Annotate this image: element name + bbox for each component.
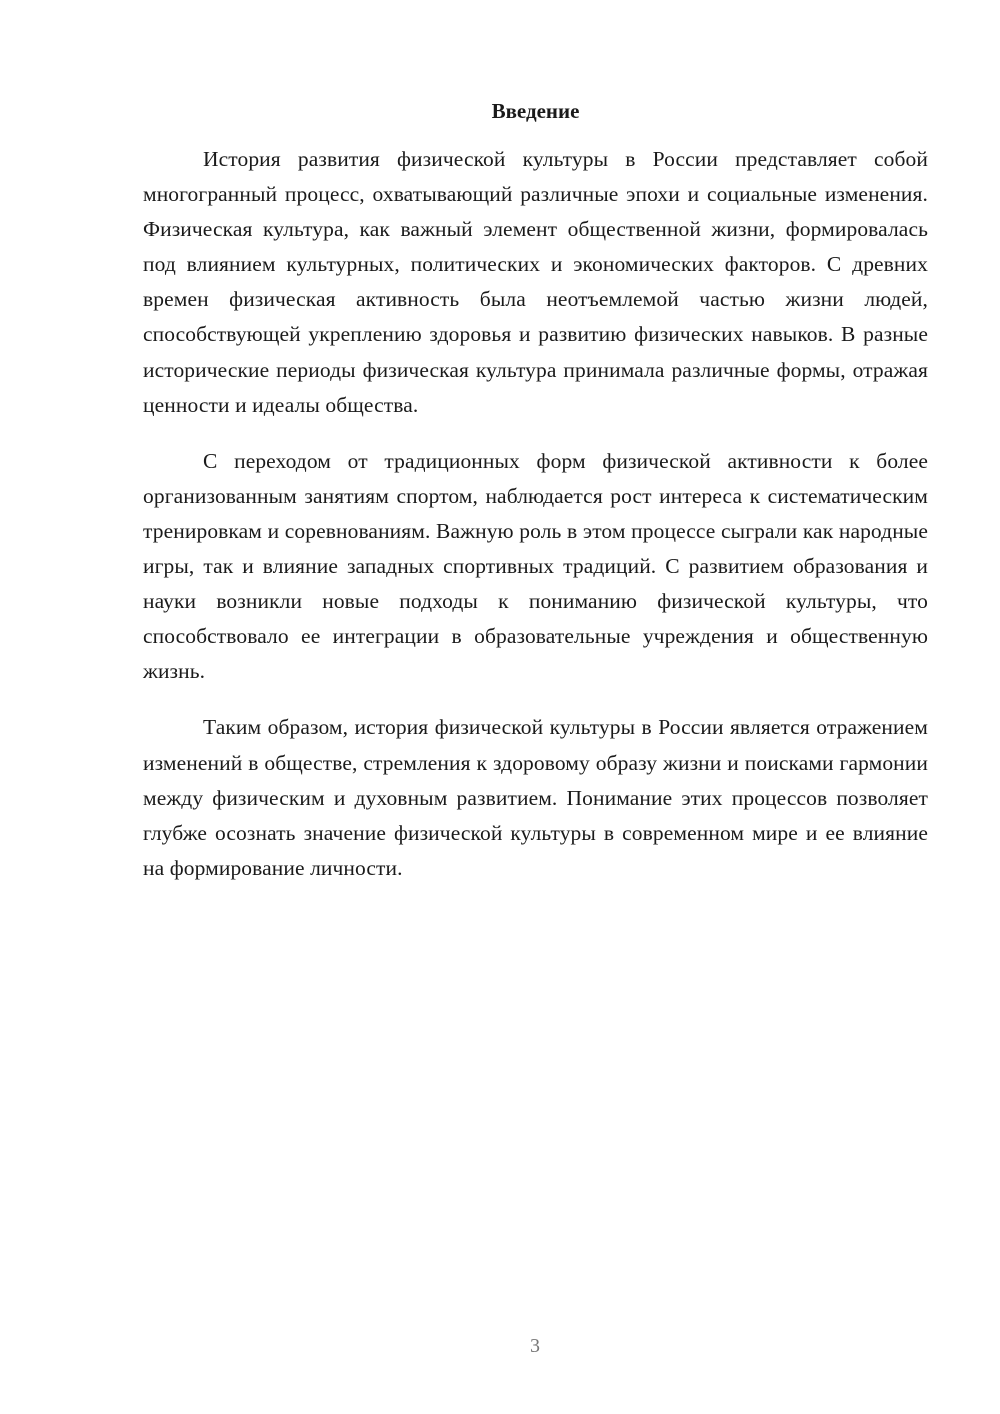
- body-text: [143, 142, 928, 886]
- paragraph-1: История развития физической культуры в России представляет собой многогранный процесс, охватывающий различные эпохи и социальные изменения. Физическая культура, как важный элемент общественной жизни, формировалась под влиянием культурных, политических и экономических факторов. С древних времен физическая активность была неотъемлемой частью жизни людей, способствующей укреплению здоровья и развитию физических навыков. В разные исторические периоды физическая культура принимала различные формы, отражая ценности и идеалы общества.: [143, 147, 928, 417]
- paragraph-3: Таким образом, история физической культуры в России является отражением изменений в обществе, стремления к здоровому образу жизни и поисками гармонии между физическим и духовным развитием. Понимание этих процессов позволяет глубже осознать значение физической культуры в современном мире и ее влияние на формирование личности.: [143, 715, 928, 880]
- page-number: 3: [530, 1335, 540, 1357]
- section-heading: Введение: [491, 99, 580, 123]
- paragraph-2: С переходом от традиционных форм физической активности к более организованным занятиям спортом, наблюдается рост интереса к систематическим тренировкам и соревнованиям. Важную роль в этом процессе сыграли как народные игры, так и влияние западных спортивных традиций. С развитием образования и науки возникли новые подходы к пониманию физической культуры, что способствовало ее интеграции в образовательные учреждения и общественную жизнь.: [143, 448, 928, 684]
